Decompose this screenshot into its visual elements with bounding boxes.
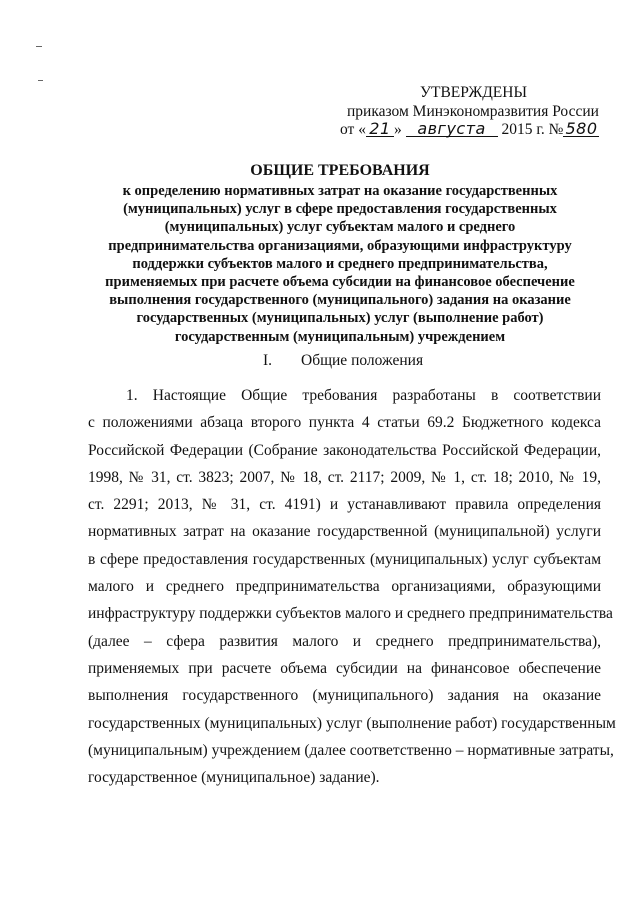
subtitle-line: предпринимательства организациями, образующими инфраструктуру bbox=[108, 237, 572, 254]
subtitle-line: поддержки субъектов малого и среднего предпринимательства, bbox=[132, 255, 548, 272]
paragraph-line: государственных (муниципальных) услуг (выполнение работ) государственным bbox=[88, 714, 616, 732]
paragraph-line: 1. Настоящие Общие требования разработаны в соответствии bbox=[126, 387, 601, 404]
paragraph-line: Российской Федерации (Собрание законодательства Российской Федерации, bbox=[88, 441, 601, 459]
date-prefix: от « bbox=[340, 121, 366, 138]
paragraph-line: (муниципальным) учреждением (далее соответственно – нормативные затраты, bbox=[88, 741, 614, 759]
paragraph-line: нормативных затрат на оказание государственной (муниципальной) услуги bbox=[88, 523, 601, 541]
document-subtitle bbox=[90, 182, 590, 346]
subtitle-line: государственным (муниципальным) учреждением bbox=[174, 328, 506, 345]
paragraph-line: (далее – сфера развития малого и среднего предпринимательства), bbox=[88, 632, 601, 650]
paragraph-line: государственное (муниципальное) задание). bbox=[88, 769, 380, 787]
subtitle-line: выполнения государственного (муниципального) задания на оказание bbox=[109, 292, 571, 309]
subtitle-line: применяемых при расчете объема субсидии на финансовое обеспечение bbox=[105, 274, 575, 291]
subtitle-line: (муниципальных) услуг субъектам малого и среднего bbox=[164, 219, 516, 236]
handwritten-month: августа bbox=[406, 122, 498, 137]
subtitle-line: (муниципальных) услуг в сфере предоставления государственных bbox=[123, 201, 557, 218]
approval-heading: УТВЕРЖДЕНЫ bbox=[420, 84, 527, 101]
document-title: ОБЩИЕ ТРЕБОВАНИЯ bbox=[250, 162, 430, 179]
subtitle-line: государственных (муниципальных) услуг (выполнение работ) bbox=[136, 310, 544, 327]
paragraph-line: инфраструктуру поддержки субъектов малого и среднего предпринимательства bbox=[88, 605, 613, 623]
subtitle-line: к определению нормативных затрат на оказание государственных bbox=[122, 183, 558, 199]
scan-mark bbox=[38, 80, 43, 81]
paragraph-line: ст. 2291; 2013, № 31, ст. 4191) и устанавливают правила определения bbox=[88, 496, 601, 514]
paragraph-line: применяемых при расчете объема субсидии на финансовое обеспечение bbox=[88, 659, 601, 677]
approval-date-line bbox=[340, 121, 599, 139]
handwritten-number: 580 bbox=[565, 119, 598, 138]
date-mid: » bbox=[393, 121, 402, 138]
paragraph-line: малого и среднего предпринимательства организациями, образующими bbox=[88, 578, 601, 596]
approval-order-line: приказом Минэкономразвития России bbox=[347, 103, 599, 120]
section-title: Общие положения bbox=[301, 352, 424, 369]
paragraph bbox=[88, 382, 616, 791]
handwritten-day: 21 bbox=[366, 122, 394, 137]
section-number: I. bbox=[263, 352, 273, 369]
paragraph-line: в сфере предоставления государственных (муниципальных) услуг субъектам bbox=[88, 550, 601, 568]
scan-mark bbox=[36, 46, 42, 47]
year-text: 2015 г. № bbox=[501, 121, 564, 138]
paragraph-line: 1998, № 31, ст. 3823; 2007, № 18, ст. 2117; 2009, № 1, ст. 18; 2010, № 19, bbox=[88, 468, 601, 486]
paragraph-line: выполнения государственного (муниципального) задания на оказание bbox=[88, 687, 601, 705]
paragraph-line: с положениями абзаца второго пункта 4 статьи 69.2 Бюджетного кодекса bbox=[88, 414, 601, 432]
